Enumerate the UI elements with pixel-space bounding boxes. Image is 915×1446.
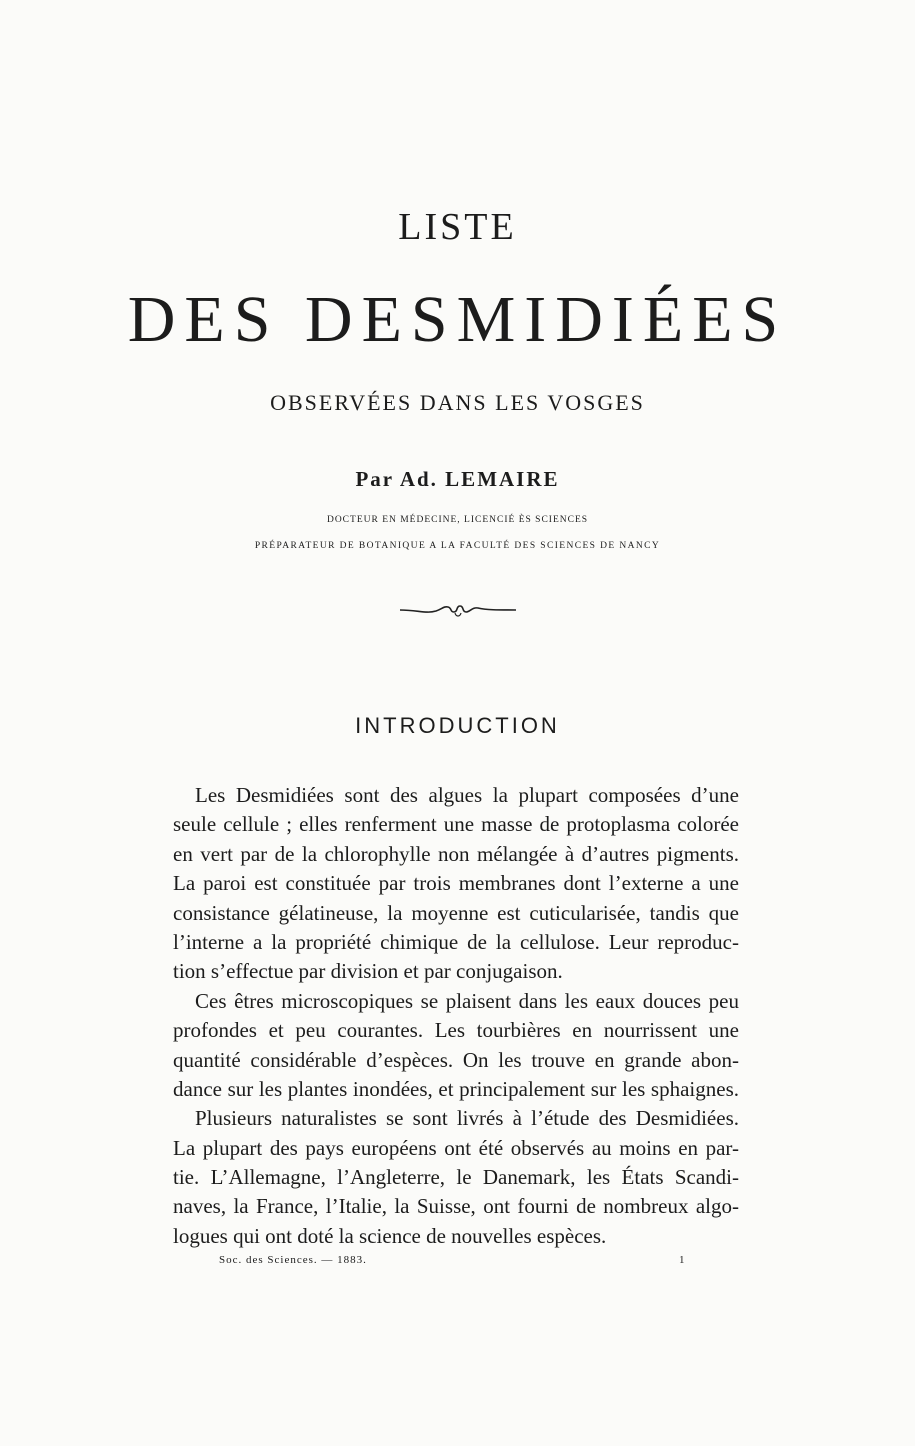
subtitle: OBSERVÉES DANS LES VOSGES <box>270 390 645 415</box>
title-line-2: DES DESMIDIÉES <box>127 283 788 356</box>
text-line: consistance gélatineuse, la moyenne est cuticularisée, tandis que <box>173 900 739 925</box>
text-line: tion s’effectue par division et par conjugaison. <box>173 959 563 984</box>
text-line: quantité considérable d’espèces. On les trouve en grande abon- <box>173 1047 739 1072</box>
text-line: Les Desmidiées sont des algues la plupart composées d’une <box>195 783 739 807</box>
body-text <box>173 781 739 1251</box>
text-line: naves, la France, l’Italie, la Suisse, ont fourni de nombreux algo- <box>173 1194 739 1219</box>
text-line: profondes et peu courantes. Les tourbières en nourrissent une <box>173 1018 739 1043</box>
page-number: 1 <box>679 1254 685 1266</box>
text-line: La plupart des pays européens ont été observés au moins en par- <box>173 1135 739 1160</box>
section-heading: INTRODUCTION <box>355 713 560 738</box>
text-line: Plusieurs naturalistes se sont livrés à l’étude des Desmidiées. <box>195 1106 739 1131</box>
footer-signature: Soc. des Sciences. — 1883. <box>219 1254 367 1266</box>
text-line: La paroi est constituée par trois membranes dont l’externe a une <box>173 871 739 896</box>
text-line: seule cellule ; elles renferment une masse de protoplasma colorée <box>173 812 739 837</box>
text-line: tie. L’Allemagne, l’Angleterre, le Danemark, les États Scandi- <box>173 1165 739 1190</box>
title-line-1: LISTE <box>398 206 517 248</box>
text-line: logues qui ont doté la science de nouvelles espèces. <box>173 1223 607 1248</box>
text-line: l’interne a la propriété chimique de la cellulose. Leur reproduc- <box>173 929 739 954</box>
author-credential-2: PRÉPARATEUR DE BOTANIQUE A LA FACULTÉ DES SCIENCES DE NANCY <box>254 541 661 551</box>
author-credential-1: DOCTEUR EN MÉDECINE, LICENCIÉ ÈS SCIENCES <box>326 515 589 525</box>
decorative-ornament-icon <box>0 598 915 620</box>
text-line: dance sur les plantes inondées, et principalement sur les sphaignes. <box>173 1076 739 1101</box>
text-line: en vert par de la chlorophylle non mélangée à d’autres pigments. <box>173 841 739 866</box>
text-line: Ces êtres microscopiques se plaisent dans les eaux douces peu <box>195 988 739 1013</box>
author-line: Par Ad. LEMAIRE <box>355 467 560 491</box>
